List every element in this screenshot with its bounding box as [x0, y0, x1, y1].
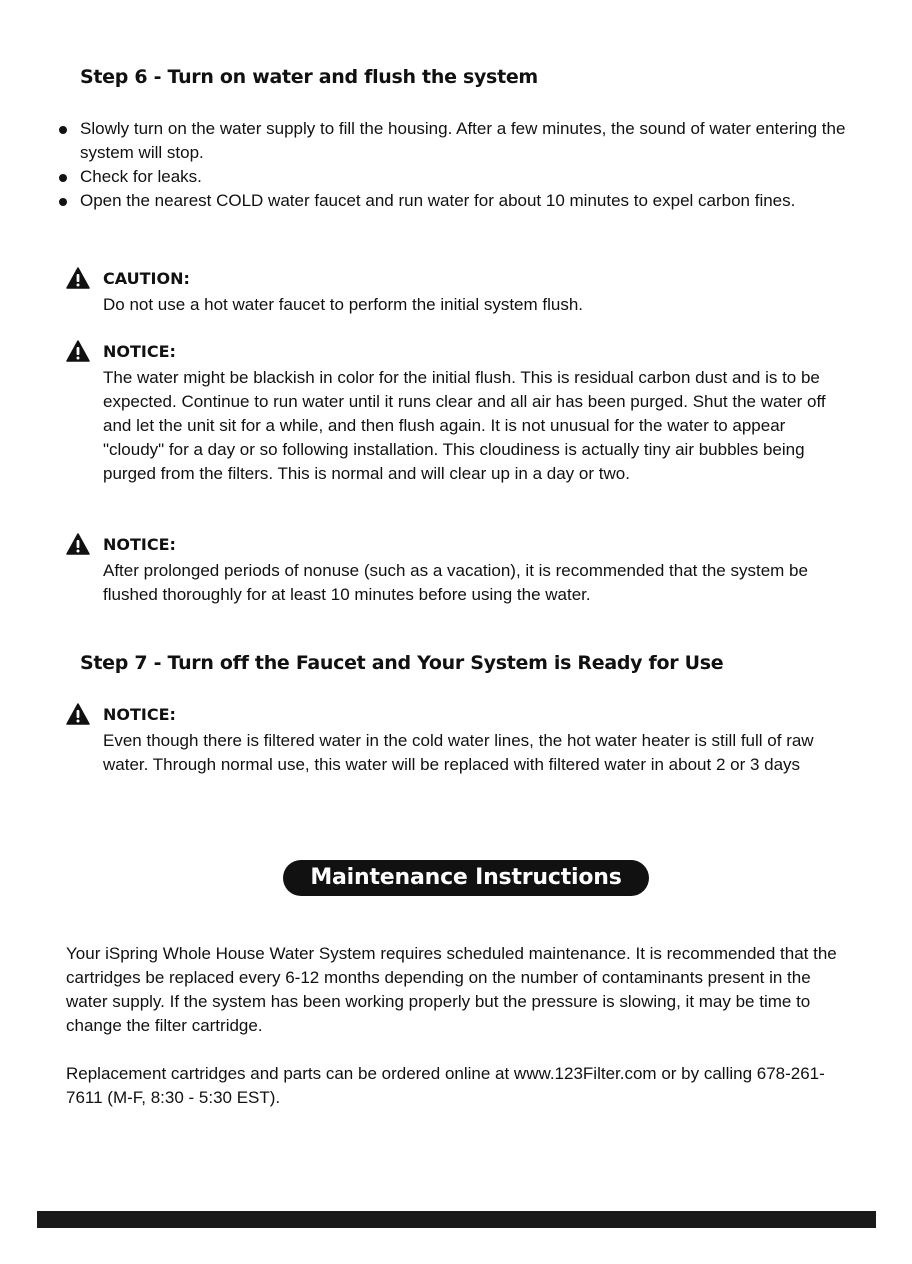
caution-label: CAUTION: [103, 269, 190, 288]
notice-label: NOTICE: [103, 535, 176, 554]
step6-bullet-list [56, 117, 856, 213]
list-item [56, 165, 856, 189]
maintenance-paragraph-1: Your iSpring Whole House Water System requires scheduled maintenance. It is recommended that the cartridges be replaced every 6-12 months depending on the number of contaminants present in the water supply. If the system has been working properly but the pressure is slowing, it may be time to change the filter cartridge. [66, 944, 837, 1035]
caution-text: Do not use a hot water faucet to perform the initial system flush. [103, 295, 584, 314]
bullet-text: Check for leaks. [80, 167, 202, 186]
list-item [56, 189, 856, 213]
bullet-text: Open the nearest COLD water faucet and run water for about 10 minutes to expel carbon fines. [80, 191, 796, 210]
bullet-dot-icon [59, 126, 67, 134]
notice-text: The water might be blackish in color for the initial flush. This is residual carbon dust and is to be expected. Continue to run water until it runs clear and all air has been purged. Shut the water off and let the unit sit for a while, and then flush again. It is not unusual for the water to appear "cloudy" for a day or so following installation. This cloudiness is actually tiny air bubbles being purged from the filters. This is normal and will clear up in a day or two. [103, 368, 826, 483]
warning-triangle-icon [66, 267, 90, 289]
warning-triangle-icon [66, 340, 90, 362]
list-item [56, 117, 856, 165]
notice-label: NOTICE: [103, 705, 176, 724]
notice-note-3 [66, 703, 866, 777]
bullet-dot-icon [59, 198, 67, 206]
notice-text: After prolonged periods of nonuse (such as a vacation), it is recommended that the system be flushed thoroughly for at least 10 minutes before using the water. [103, 561, 808, 604]
maintenance-paragraph-2: Replacement cartridges and parts can be ordered online at www.123Filter.com or by calling 678-261-7611 (M-F, 8:30 - 5:30 EST). [66, 1064, 825, 1107]
notice-text: Even though there is filtered water in the cold water lines, the hot water heater is still full of raw water. Through normal use, this water will be replaced with filtered water in about 2 or 3 days [103, 731, 814, 774]
notice-note-2 [66, 533, 866, 607]
notice-note-1 [66, 340, 866, 486]
caution-note [66, 267, 866, 317]
footer-bar [37, 1211, 876, 1228]
notice-label: NOTICE: [103, 342, 176, 361]
step6-title: Step 6 - Turn on water and flush the system [80, 66, 538, 88]
warning-triangle-icon [66, 533, 90, 555]
bullet-dot-icon [59, 174, 67, 182]
warning-triangle-icon [66, 703, 90, 725]
step7-title: Step 7 - Turn off the Faucet and Your System is Ready for Use [80, 652, 724, 674]
bullet-text: Slowly turn on the water supply to fill the housing. After a few minutes, the sound of water entering the system will stop. [80, 119, 846, 162]
maintenance-heading: Maintenance Instructions [283, 860, 649, 896]
